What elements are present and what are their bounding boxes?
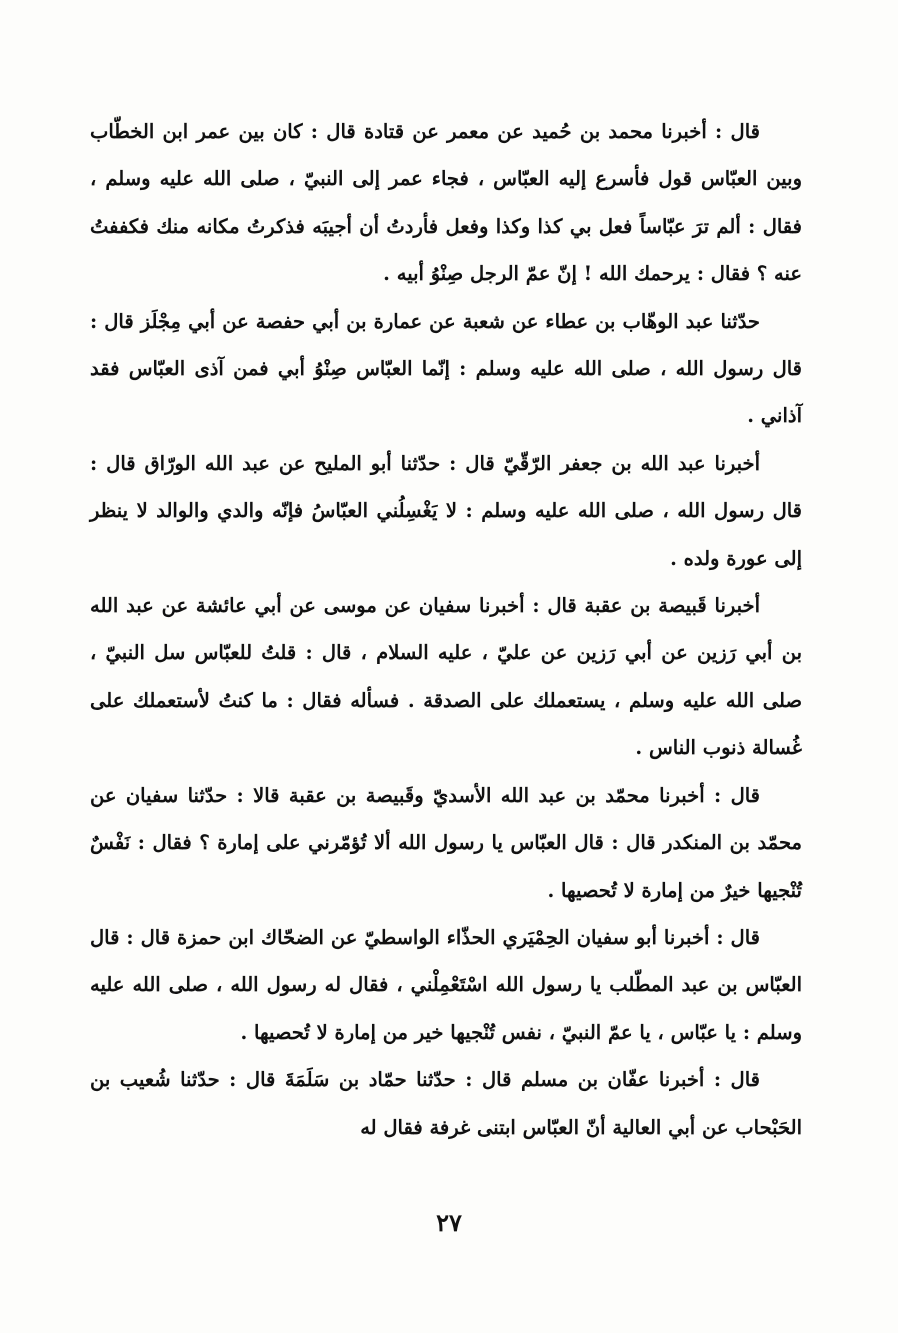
page-number: ٢٧ (436, 1208, 462, 1237)
paragraph-text: قال : أخبرنا أبو سفيان الحِمْيَري الحذّاء الواسطيّ عن الضحّاك ابن حمزة قال : قال العبّاس بن عبد المطّلب يا رسول الله اسْتَعْمِلْني ، فقال له رسول الله ، صلى الله عليه وسلم : يا عبّاس ، يا عمّ النبيّ ، نفس تُنْجيها خير من إمارة لا تُحصيها . (90, 925, 802, 1044)
paragraph-text: قال : أخبرنا محمّد بن عبد الله الأسديّ وقَبيصة بن عقبة قالا : حدّثنا سفيان عن محمّد بن المنكدر قال : قال العبّاس يا رسول الله ألا تُؤمّرني على إمارة ؟ فقال : نَفْسٌ تُنْجيها خيرٌ من إمارة لا تُحصيها . (90, 783, 802, 902)
paragraph-text: أخبرنا عبد الله بن جعفر الرّقّيّ قال : حدّثنا أبو المليح عن عبد الله الورّاق قال : قال رسول الله ، صلى الله عليه وسلم : لا يَغْسِلُني العبّاسُ فإنّه والدي والوالد لا ينظر إلى عورة ولده . (90, 451, 802, 570)
paragraph-4 (90, 582, 802, 772)
paragraph-text: حدّثنا عبد الوهّاب بن عطاء عن شعبة عن عمارة بن أبي حفصة عن أبي مِجْلَز قال : قال رسول الله ، صلى الله عليه وسلم : إنّما العبّاس صِنْوُ أبي فمن آذى العبّاس فقد آذاني . (90, 309, 802, 428)
paragraph-1 (90, 108, 802, 298)
page-body (90, 108, 802, 1151)
paragraph-2 (90, 298, 802, 440)
paragraph-7 (90, 1056, 802, 1151)
paragraph-text: أخبرنا قَبيصة بن عقبة قال : أخبرنا سفيان عن موسى عن أبي عائشة عن عبد الله بن أبي رَزين عن أبي رَزين عن عليّ ، عليه السلام ، قال : قلتُ للعبّاس سل النبيّ ، صلى الله عليه وسلم ، يستعملك على الصدقة . فسأله فقال : ما كنتُ لأستعملك على غُسالة ذنوب الناس . (90, 594, 802, 760)
paragraph-text: قال : أخبرنا محمد بن حُميد عن معمر عن قتادة قال : كان بين عمر ابن الخطّاب وبين العبّاس قول فأسرع إليه العبّاس ، فجاء عمر إلى النبيّ ، صلى الله عليه وسلم ، فقال : ألم ترَ عبّاساً فعل بي كذا وكذا وفعل فأردتُ أن أجيبَه فذكرتُ مكانه منك فكففتُ عنه ؟ فقال : يرحمك الله ! إنّ عمّ الرجل صِنْوُ أبيه . (90, 120, 802, 286)
paragraph-6 (90, 914, 802, 1056)
paragraph-text: قال : أخبرنا عفّان بن مسلم قال : حدّثنا حمّاد بن سَلَمَةَ قال : حدّثنا شُعيب بن الحَبْحاب عن أبي العالية أنّ العبّاس ابتنى غرفة فقال له (90, 1068, 802, 1139)
paragraph-3 (90, 440, 802, 582)
paragraph-5 (90, 772, 802, 914)
